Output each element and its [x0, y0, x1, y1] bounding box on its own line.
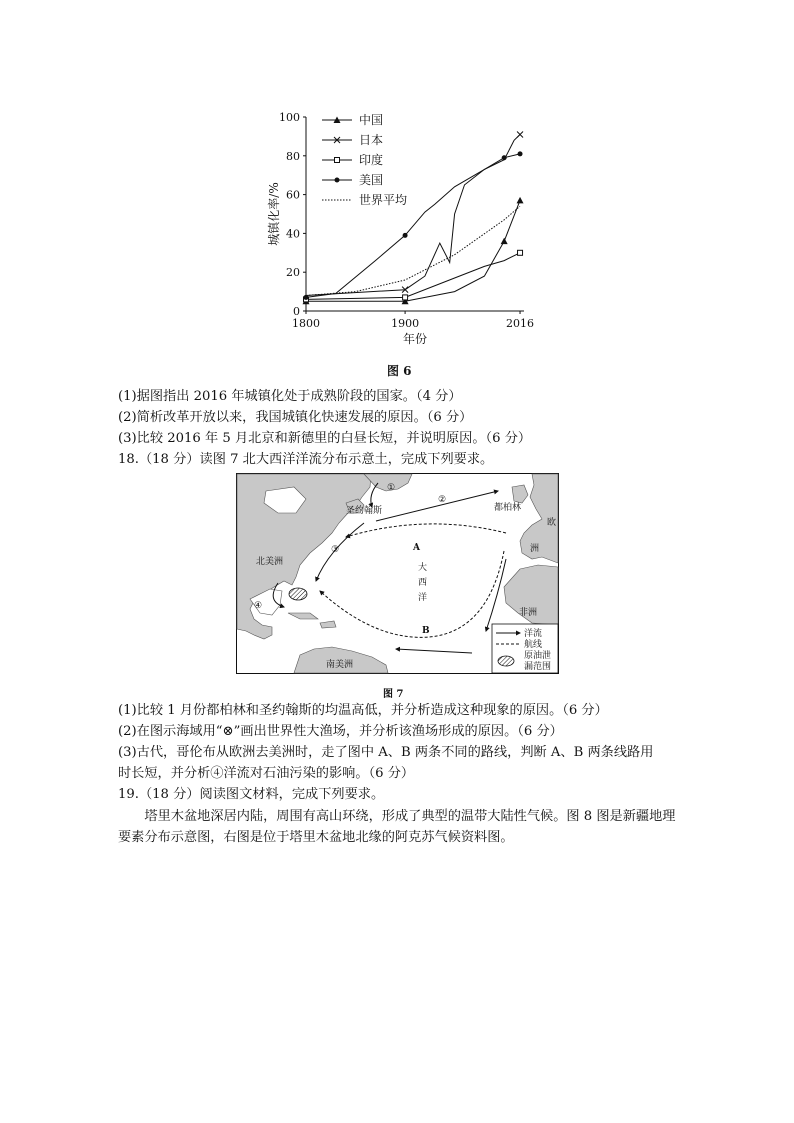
figure6-caption: 图 6 — [387, 364, 412, 378]
legend-label-4: 世界平均 — [359, 193, 408, 207]
x-axis-label: 年份 — [402, 332, 428, 346]
y-tick-label: 0 — [293, 305, 300, 318]
y-tick-label: 80 — [286, 149, 300, 163]
label-ocean-3: 洋 — [418, 593, 428, 603]
label-current-1: ① — [387, 483, 396, 493]
y-axis-label: 城镇化率/% — [267, 182, 281, 246]
y-tick-label: 60 — [286, 188, 300, 202]
series-3-point — [518, 151, 523, 156]
series-line-0 — [306, 200, 520, 301]
q19-paragraph: 塔里木盆地深居内陆，周围有高山环绕，形成了典型的温带大陆性气候。图 8 图是新疆地理要素分布示意图，右图是位于塔里木盆地北缘的阿克苏气候资料图。 — [118, 809, 676, 845]
series-0-point — [501, 238, 508, 245]
legend-oil-label-2: 漏范围 — [524, 662, 552, 672]
legend-label-0: 中国 — [359, 113, 384, 127]
series-line-3 — [306, 154, 520, 298]
legend-marker-3 — [335, 178, 340, 183]
chart-legend — [322, 112, 407, 207]
label-ocean-2: 西 — [418, 578, 428, 588]
q18-part3-line1: (3)古代，哥伦布从欧洲去美洲时，走了图中 A、B 两条不同的路线，判断 A、B 两条线路用 — [118, 745, 654, 760]
series-2-point — [403, 295, 408, 300]
y-tick-label: 100 — [279, 111, 300, 124]
q18-part1: (1)比较 1 月份都柏林和圣约翰斯的均温高低，并分析造成这种现象的原因。（6 分） — [118, 703, 608, 718]
series-3-point — [304, 295, 309, 300]
series-3-point — [403, 233, 408, 238]
q18-part2: (2)在图示海域用“⊗”画出世界性大渔场，并分析该渔场形成的原因。（6 分） — [118, 724, 563, 739]
figure7-caption: 图 7 — [383, 689, 404, 700]
north-atlantic-map — [236, 473, 559, 674]
legend-label-2: 印度 — [359, 153, 384, 167]
label-route-B: B — [422, 626, 430, 636]
q18-intro: 18.（18 分）读图 7 北大西洋洋流分布示意土，完成下列要求。 — [118, 452, 494, 467]
label-st-johns: 圣约翰斯 — [346, 506, 383, 516]
urbanization-chart — [260, 100, 550, 360]
legend-label-1: 日本 — [359, 133, 384, 147]
series-2-point — [518, 250, 523, 255]
oil-spill-area — [289, 588, 307, 600]
y-tick-label: 20 — [286, 266, 300, 280]
x-tick-label: 2016 — [506, 317, 535, 330]
label-ocean-1: 大 — [418, 563, 428, 573]
series-line-4 — [306, 206, 520, 295]
label-africa: 非洲 — [519, 608, 538, 618]
series-1-point — [517, 131, 523, 137]
series-0-point — [517, 197, 524, 204]
label-route-A: A — [413, 543, 420, 553]
label-current-2: ② — [438, 495, 447, 505]
legend-label-3: 美国 — [359, 173, 384, 187]
series-3-point — [502, 155, 507, 160]
legend-oil-symbol — [498, 656, 514, 666]
label-current-4: ④ — [254, 601, 263, 611]
legend-current-label: 洋流 — [524, 629, 543, 639]
x-tick-label: 1800 — [292, 317, 320, 330]
chart-axes — [266, 111, 534, 346]
q17-part2: (2)简析改革开放以来，我国城镇化快速发展的原因。（6 分） — [118, 410, 473, 425]
label-north-america: 北美洲 — [256, 557, 284, 567]
q17-part1: (1)据图指出 2016 年城镇化处于成熟阶段的国家。（4 分） — [118, 389, 462, 404]
q17-part3: (3)比较 2016 年 5 月北京和新德里的白昼长短，并说明原因。（6 分） — [118, 431, 532, 446]
q19-intro: 19.（18 分）阅读图文材料，完成下列要求。 — [118, 787, 385, 802]
legend-route-label: 航线 — [524, 640, 543, 650]
label-south-america: 南美洲 — [326, 660, 354, 670]
legend-oil-label-1: 原油泄 — [524, 651, 552, 661]
y-tick-label: 40 — [286, 227, 300, 241]
map-legend — [492, 624, 558, 673]
x-tick-label: 1900 — [391, 317, 420, 330]
label-dublin: 都柏林 — [494, 503, 522, 513]
label-europe-1: 欧 — [547, 518, 557, 528]
label-europe-2: 洲 — [530, 544, 540, 554]
label-current-3: ③ — [331, 545, 340, 555]
legend-marker-2 — [335, 158, 340, 163]
q18-part3-line2: 时长短，并分析④洋流对石油污染的影响。（6 分） — [118, 766, 415, 781]
